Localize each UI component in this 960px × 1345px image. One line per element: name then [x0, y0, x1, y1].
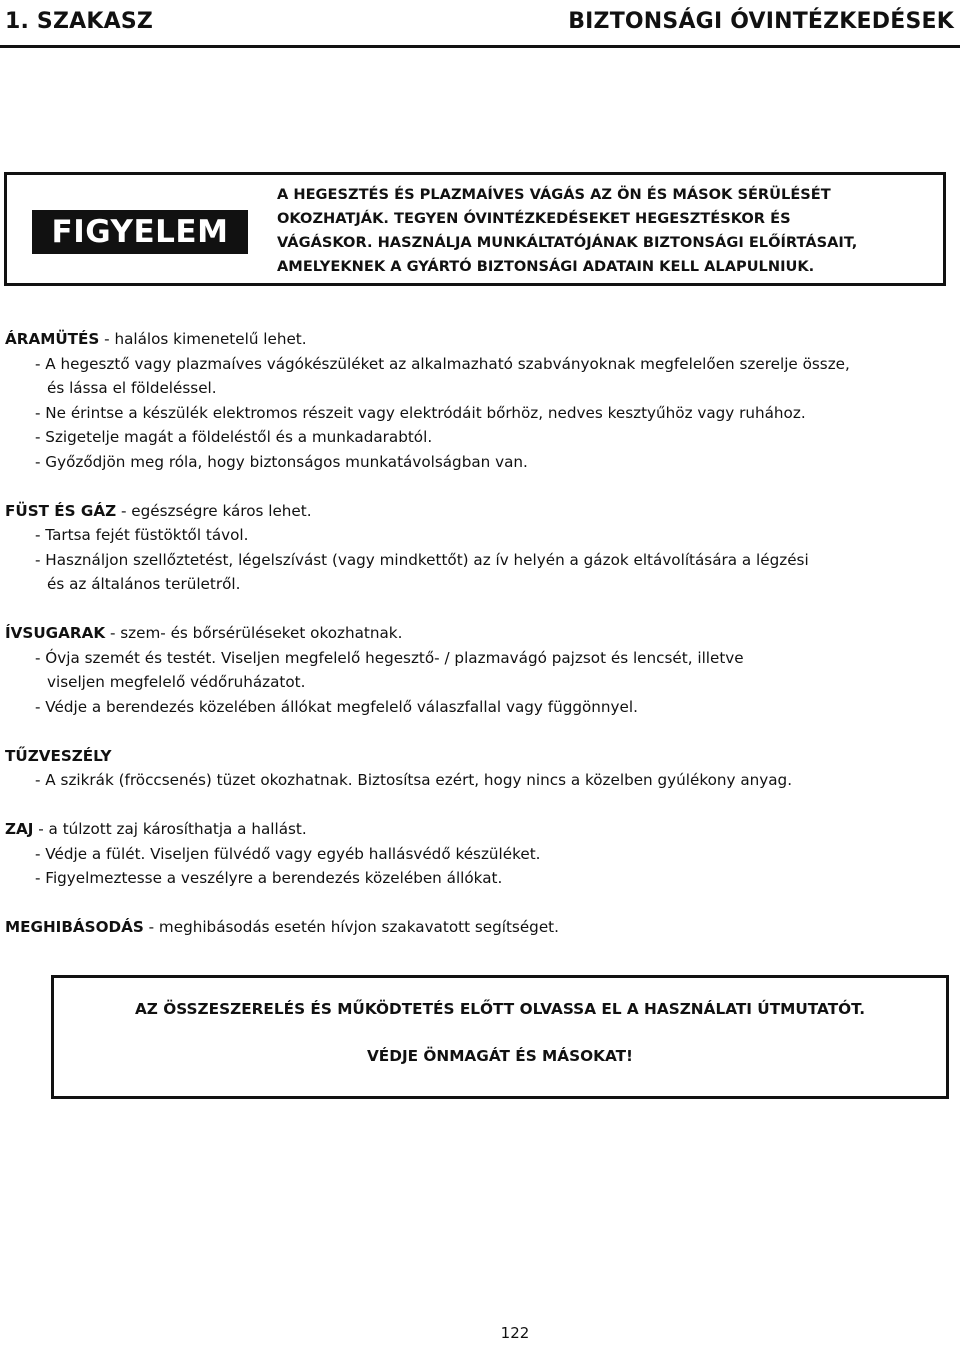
section-heading: ÁRAMÜTÉS	[5, 330, 100, 348]
section-subtitle: - halálos kimenetelű lehet.	[99, 330, 307, 348]
list-item: - Győződjön meg róla, hogy biztonságos munkatávolságban van.	[35, 452, 528, 471]
notice-read-manual: AZ ÖSSZESZERELÉS ÉS MŰKÖDTETÉS ELŐTT OLVASSA EL A HASZNÁLATI ÚTMUTATÓT.	[134, 1000, 866, 1018]
list-item: - A hegesztő vagy plazmaíves vágókészüléket az alkalmazható szabványoknak megfelelően szerelje össze,	[35, 354, 850, 373]
section-heading-line	[5, 744, 950, 769]
list-item: - Tartsa fejét füstöktől távol.	[35, 526, 249, 544]
section-electric-shock	[5, 327, 950, 474]
list-item-continuation: viseljen megfelelő védőruházatot.	[47, 673, 306, 691]
section-number: 1. SZAKASZ	[5, 9, 154, 34]
section-subtitle: - egészségre káros lehet.	[116, 501, 312, 520]
page-header	[0, 0, 960, 48]
warning-line: A HEGESZTÉS ÉS PLAZMAÍVES VÁGÁS AZ ÖN ÉS MÁSOK SÉRÜLÉSÉT	[277, 186, 831, 203]
section-heading: MEGHIBÁSODÁS	[5, 918, 144, 936]
section-heading: ZAJ	[5, 820, 34, 838]
section-heading: TŰZVESZÉLY	[5, 746, 112, 765]
section-heading-line	[5, 915, 950, 940]
list-item-continuation: és az általános területről.	[47, 575, 241, 593]
notice-box	[51, 975, 949, 1099]
section-heading: FÜST ÉS GÁZ	[5, 501, 117, 520]
section-heading-line	[5, 327, 950, 352]
list-item: - Szigetelje magát a földeléstől és a munkadarabtól.	[35, 428, 433, 446]
section-subtitle: - meghibásodás esetén hívjon szakavatott segítséget.	[143, 918, 559, 936]
warning-box	[4, 172, 946, 286]
section-heading-line	[5, 817, 950, 842]
warning-label: FIGYELEM	[32, 210, 248, 254]
warning-line: VÁGÁSKOR. HASZNÁLJA MUNKÁLTATÓJÁNAK BIZTONSÁGI ELŐÍRTÁSAIT,	[277, 234, 858, 251]
warning-line: AMELYEKNEK A GYÁRTÓ BIZTONSÁGI ADATAIN KELL ALAPULNIUK.	[277, 258, 815, 275]
section-fire-hazard	[5, 744, 950, 793]
section-heading: ÍVSUGARAK	[5, 624, 106, 642]
section-subtitle: - a túlzott zaj károsíthatja a hallást.	[33, 820, 307, 838]
section-subtitle: - szem- és bőrsérüléseket okozhatnak.	[105, 624, 403, 642]
list-item: - Óvja szemét és testét. Viseljen megfelelő hegesztő- / plazmavágó pajzsot és lencsét, illetve	[35, 648, 744, 667]
warning-text	[277, 183, 931, 279]
section-malfunction	[5, 915, 950, 940]
notice-protect: VÉDJE ÖNMAGÁT ÉS MÁSOKAT!	[366, 1047, 634, 1065]
hazard-list	[5, 327, 950, 964]
section-heading-line	[5, 621, 950, 646]
list-item: - A szikrák (fröccsenés) tüzet okozhatnak. Biztosítsa ezért, hogy nincs a közelben gyúlékony anyag.	[35, 771, 793, 789]
list-item: - Figyelmeztesse a veszélyre a berendezés közelében állókat.	[35, 869, 503, 887]
list-item: - Használjon szellőztetést, légelszívást (vagy mindkettőt) az ív helyén a gázok eltávolítására a légzési	[35, 550, 809, 569]
page-number: 122	[500, 1324, 530, 1342]
section-heading-line	[5, 499, 950, 524]
section-noise	[5, 817, 950, 891]
list-item: - Védje a fülét. Viseljen fülvédő vagy egyéb hallásvédő készüléket.	[35, 844, 541, 863]
list-item: - Védje a berendezés közelében állókat megfelelő válaszfallal vagy függönnyel.	[35, 697, 638, 716]
list-item: - Ne érintse a készülék elektromos részeit vagy elektródáit bőrhöz, nedves kesztyűhöz vagy ruhához.	[35, 403, 806, 422]
list-item-continuation: és lássa el földeléssel.	[47, 379, 217, 397]
section-arc-rays	[5, 621, 950, 719]
section-title: BIZTONSÁGI ÓVINTÉZKEDÉSEK	[568, 9, 954, 34]
warning-line: OKOZHATJÁK. TEGYEN ÓVINTÉZKEDÉSEKET HEGESZTÉSKOR ÉS	[277, 210, 791, 227]
header-rule	[0, 45, 960, 48]
section-fumes-gases	[5, 499, 950, 597]
